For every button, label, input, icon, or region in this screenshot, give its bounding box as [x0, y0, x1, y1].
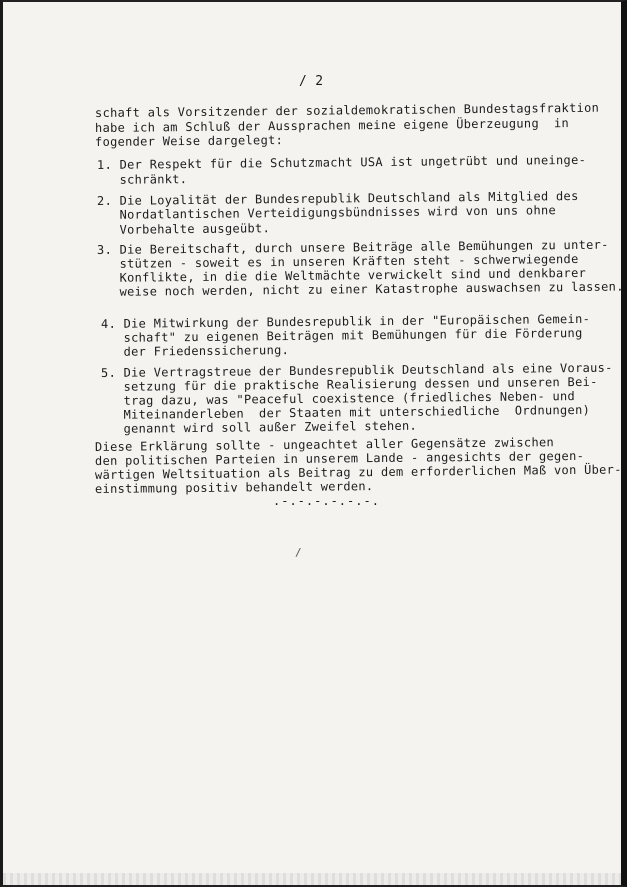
list-item-5-line: trag dazu, was "Peaceful coexistence (friedliches Neben- und [100, 389, 576, 408]
list-item-2-line: Vorbehalte ausgeübt. [96, 221, 271, 237]
list-item-5-line: Miteinanderleben der Staaten mit unterschiedliche Ordnungen) [100, 402, 591, 422]
list-item-5-line: setzung für die praktische Realisierung dessen und unseren Bei- [100, 374, 598, 394]
body-line: fogender Weise dargelegt: [94, 133, 284, 149]
body-line: habe ich am Schluß der Aussprachen meine eigene Überzeugung in [94, 116, 570, 135]
list-item-2-line: 2. Die Loyalität der Bundesrepublik Deutschland als Mitglied des [96, 188, 579, 208]
list-item-1-line: 1. Der Respekt für die Schutzmacht USA ist ungetrübt und uneinge- [96, 152, 587, 172]
list-item-5-line: 5. Die Vertragstreue der Bundesrepublik Deutschland als eine Voraus- [100, 360, 613, 380]
list-item-4-line: schaft" zu eigenen Beiträgen mit Bemühungen für die Förderung [100, 325, 583, 345]
list-item-2-line: Nordatlantischen Verteidigungsbündnisses wird von uns ohne [96, 203, 557, 222]
body-line: schaft als Vorsitzender der sozialdemokratischen Bundestagsfraktion [94, 100, 600, 120]
list-item-4-line: der Friedenssicherung. [100, 343, 290, 359]
closing-paragraph-line: Diese Erklärung sollte - ungeachtet aller Gegensätze zwischen [94, 435, 555, 454]
list-item-3-line: weise noch werden, nicht zu einer Katastrophe auswachsen zu lassen. [96, 279, 624, 299]
list-item-1-line: schränkt. [96, 172, 188, 187]
closing-separator: .-.-.-.-.-.-. [273, 494, 380, 508]
list-item-3-line: 3. Die Bereitschaft, durch unsere Beiträge alle Bemühungen zu unter- [96, 237, 609, 257]
list-item-5-line: genannt wird soll außer Zweifel stehen. [100, 418, 418, 436]
closing-paragraph-line: den politischen Parteien in unserem Lande - angesichts der gegen- [94, 448, 585, 468]
list-item-3-line: Konflikte, in die die Weltmächte verwickelt sind und denkbarer [96, 265, 587, 285]
scan-edge-artifact [3, 873, 621, 885]
stray-pen-mark: / [295, 546, 302, 559]
list-item-3-line: stützen - soweit es in unseren Kräften steht - schwerwiegende [96, 251, 579, 271]
closing-paragraph-line: einstimmung positiv behandelt werden. [94, 479, 374, 496]
closing-paragraph-line: wärtigen Weltsituation als Beitrag zu dem erforderlichen Maß von Über- [94, 462, 622, 482]
page-number: / 2 [299, 74, 324, 89]
list-item-4-line: 4. Die Mitwirkung der Bundesrepublik in der "Europäischen Gemein- [100, 311, 591, 331]
